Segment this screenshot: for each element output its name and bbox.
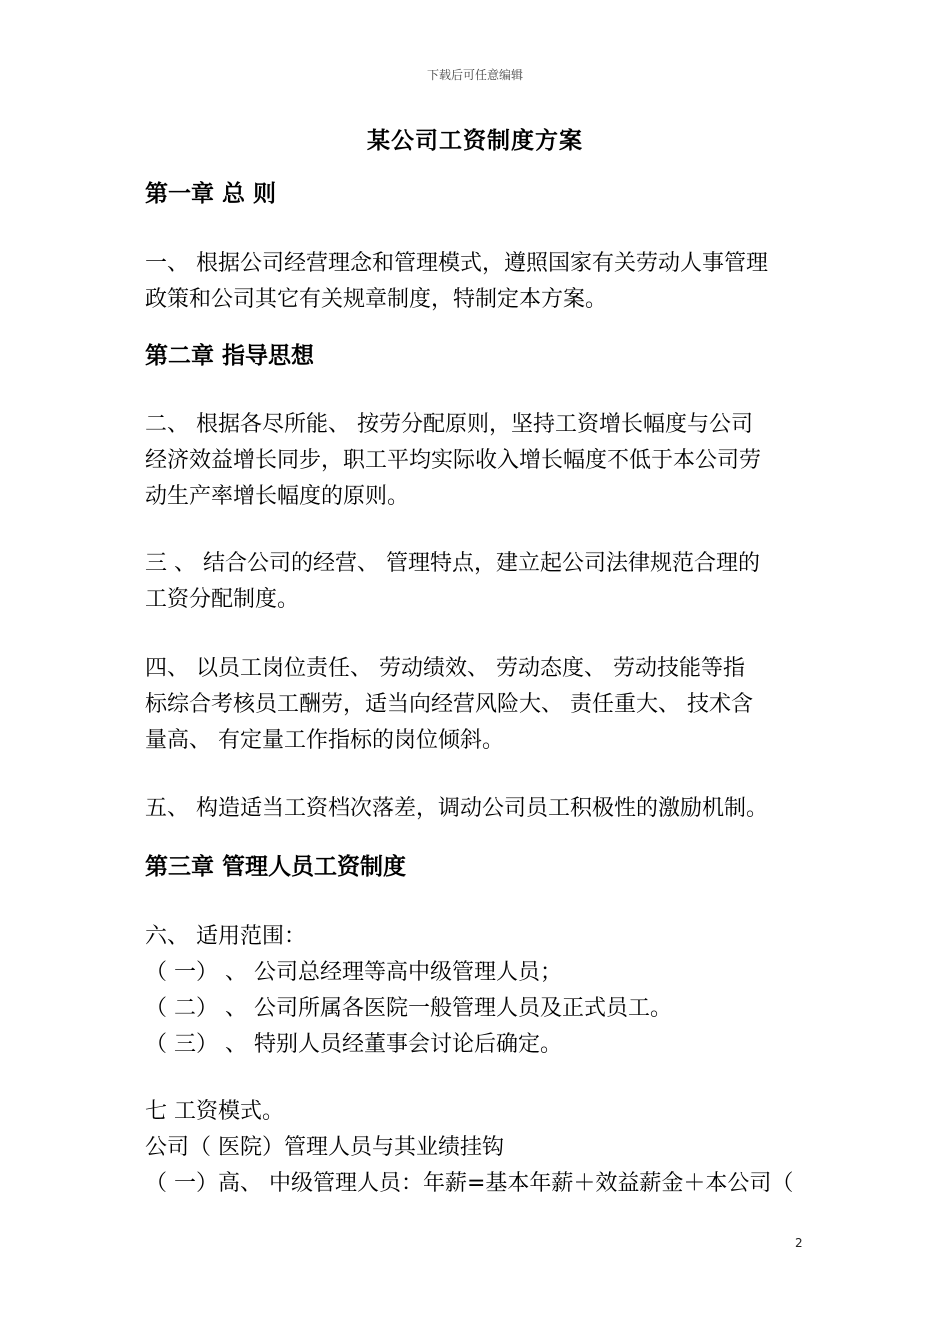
- paragraph-line: 一、 根据公司经营理念和管理模式，遵照国家有关劳动人事管理: [145, 251, 768, 276]
- page-number: 2: [795, 1236, 803, 1250]
- paragraph-line: 量高、 有定量工作指标的岗位倾斜。: [145, 728, 504, 753]
- chapter-heading-1: 第一章 总 则: [145, 181, 277, 207]
- chapter-heading-3: 第三章 管理人员工资制度: [145, 854, 407, 880]
- paragraph-line: 三 、 结合公司的经营、 管理特点，建立起公司法律规范合理的: [145, 551, 760, 576]
- paragraph-5: [145, 791, 815, 827]
- paragraph-line: （ 一）高、 中级管理人员：年薪=基本年薪＋效益薪金＋本公司（: [145, 1171, 794, 1196]
- paragraph-line: 政策和公司其它有关规章制度，特制定本方案。: [145, 287, 608, 312]
- paragraph-line: （ 一） 、 公司总经理等高中级管理人员；: [145, 960, 562, 985]
- paragraph-2: [145, 407, 815, 515]
- paragraph-6: [145, 919, 815, 1063]
- paragraph-line: （ 三） 、 特别人员经董事会讨论后确定。: [145, 1032, 562, 1057]
- chapter-heading-2: 第二章 指导思想: [145, 343, 315, 369]
- paragraph-line: 标综合考核员工酬劳，适当向经营风险大、 责任重大、 技术含: [145, 692, 753, 717]
- paragraph-3: [145, 546, 815, 618]
- paragraph-line: 二、 根据各尽所能、 按劳分配原则，坚持工资增长幅度与公司: [145, 412, 753, 437]
- paragraph-line: 动生产率增长幅度的原则。: [145, 484, 410, 509]
- page-header: 下载后可任意编辑: [426, 68, 523, 82]
- paragraph-7: [145, 1094, 815, 1202]
- paragraph-line: 七 工资模式。: [145, 1099, 284, 1124]
- paragraph-line: 四、 以员工岗位责任、 劳动绩效、 劳动态度、 劳动技能等指: [145, 656, 745, 681]
- paragraph-line: 五、 构造适当工资档次落差，调动公司员工积极性的激励机制。: [145, 796, 768, 821]
- document-title: 某公司工资制度方案: [367, 128, 583, 154]
- paragraph-1: [145, 246, 815, 318]
- paragraph-line: （ 二） 、 公司所属各医院一般管理人员及正式员工。: [145, 996, 672, 1021]
- paragraph-line: 公司（ 医院）管理人员与其业绩挂钩: [145, 1135, 504, 1160]
- paragraph-4: [145, 651, 815, 759]
- paragraph-line: 工资分配制度。: [145, 587, 300, 612]
- paragraph-line: 六、 适用范围：: [145, 924, 306, 949]
- paragraph-line: 经济效益增长同步，职工平均实际收入增长幅度不低于本公司劳: [145, 448, 762, 473]
